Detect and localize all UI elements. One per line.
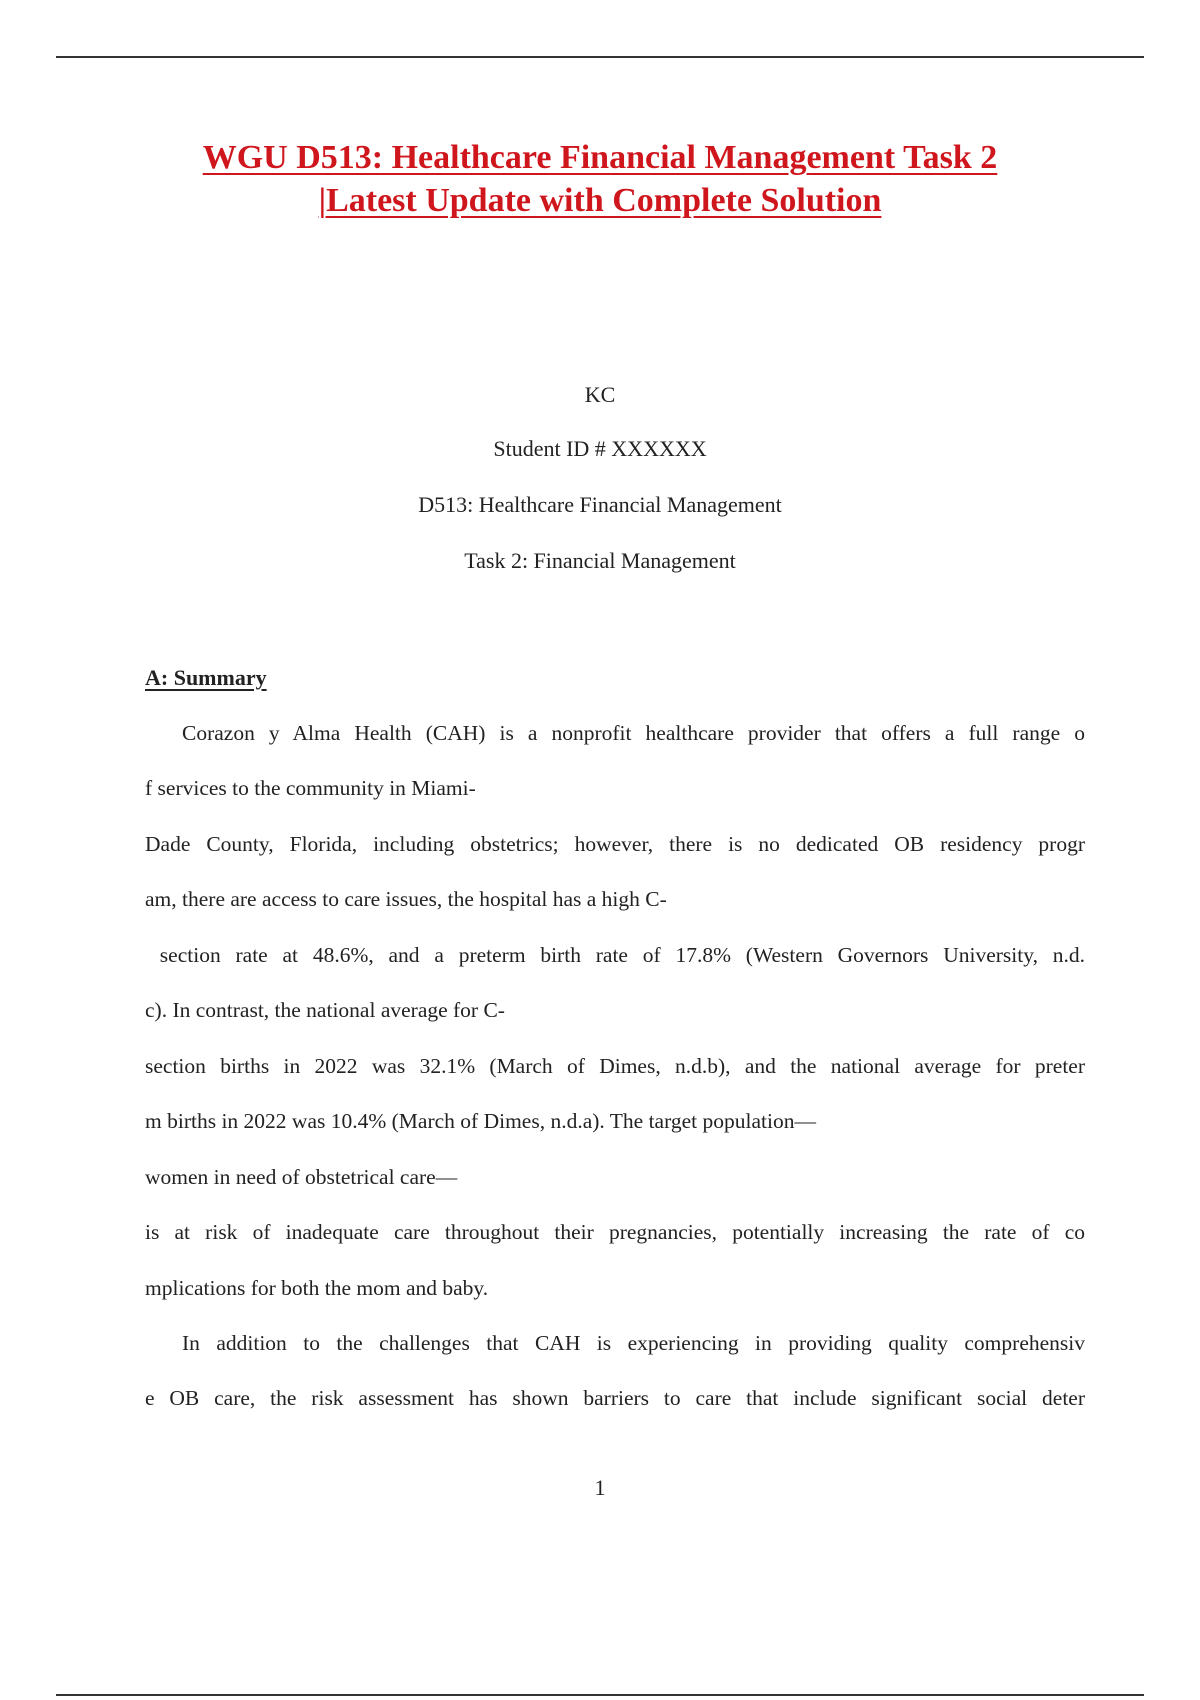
title-line-1: WGU D513: Healthcare Financial Management Task 2 xyxy=(202,139,998,176)
body-line: mplications for both the mom and baby. xyxy=(145,1276,489,1300)
course-name: D513: Healthcare Financial Management xyxy=(418,492,782,517)
body-line: am, there are access to care issues, the hospital has a high C- xyxy=(145,887,667,911)
student-id: Student ID # XXXXXX xyxy=(493,436,707,461)
body-line: section births in 2022 was 32.1% (March of Dimes, n.d.b), and the national average for preter xyxy=(145,1054,1085,1078)
body-line: m births in 2022 was 10.4% (March of Dimes, n.d.a). The target population— xyxy=(145,1109,816,1133)
body-line: f services to the community in Miami- xyxy=(145,776,476,800)
task-name: Task 2: Financial Management xyxy=(464,548,736,573)
body-line: is at risk of inadequate care throughout their pregnancies, potentially increasing the rate of co xyxy=(145,1220,1085,1244)
page-number: 1 xyxy=(594,1475,606,1500)
title-line-2: |Latest Update with Complete Solution xyxy=(318,182,882,219)
body-line: c). In contrast, the national average for C- xyxy=(145,998,505,1022)
author-name: KC xyxy=(584,382,616,407)
body-line: e OB care, the risk assessment has shown barriers to care that include significant social deter xyxy=(145,1386,1085,1410)
bottom-rule xyxy=(56,1694,1144,1696)
body-line: women in need of obstetrical care— xyxy=(145,1165,458,1189)
body-line: In addition to the challenges that CAH is experiencing in providing quality comprehensiv xyxy=(182,1331,1085,1355)
document-title xyxy=(100,136,1100,222)
top-rule xyxy=(56,56,1144,58)
body-line: Dade County, Florida, including obstetrics; however, there is no dedicated OB residency progr xyxy=(145,832,1085,856)
body-line: Corazon y Alma Health (CAH) is a nonprofit healthcare provider that offers a full range o xyxy=(182,721,1085,745)
section-heading-summary: A: Summary xyxy=(145,665,267,690)
body-line: section rate at 48.6%, and a preterm birth rate of 17.8% (Western Governors University, n.d. xyxy=(145,943,1085,967)
